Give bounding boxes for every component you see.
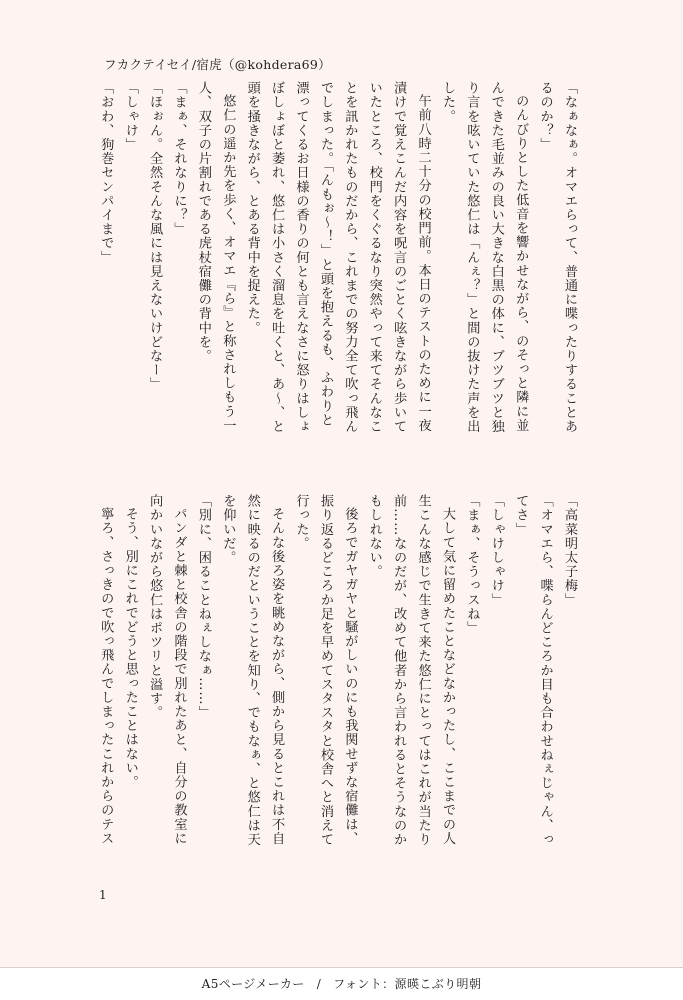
page-number: 1 xyxy=(99,888,107,902)
paragraph xyxy=(288,494,361,884)
paragraph xyxy=(142,81,166,473)
footer-bar xyxy=(0,967,683,1000)
text-line: のんびりとした低音を響かせながら、のそっと隣に並 xyxy=(513,94,529,433)
text-line: そんな後ろ姿を眺めながら、側から見るとこれは不自 xyxy=(269,507,285,846)
paragraph xyxy=(483,494,507,884)
footer-separator: / xyxy=(316,976,322,991)
text-line: 「別に、困ることねぇしなぁ……」 xyxy=(195,494,211,720)
text-line: 午前八時二十分の校門前。本日のテストのために一夜 xyxy=(415,94,431,433)
text-line: を仰いだ。 xyxy=(220,494,236,565)
text-line: 行った。 xyxy=(293,494,309,551)
paragraph xyxy=(532,81,581,473)
text-line: 人、双子の片割れである虎杖宿儺の背中を。 xyxy=(195,81,211,363)
paragraph xyxy=(166,81,190,473)
footer-app-name: A5ページメーカー xyxy=(201,977,305,991)
text-line: んできた毛並みの良い大きな白黒の体に、ブツブツと独 xyxy=(488,81,504,434)
text-line: 「しゃけ」 xyxy=(122,81,138,152)
text-line: した。 xyxy=(439,81,455,124)
paragraph xyxy=(142,494,191,884)
text-line: もしれない。 xyxy=(366,494,382,579)
paragraph xyxy=(93,81,117,473)
paragraph xyxy=(93,494,117,884)
text-line: 前……なのだが、改めて他者から言われるとそうなのか xyxy=(391,494,407,847)
paragraph xyxy=(215,494,288,884)
paragraph xyxy=(239,81,434,473)
text-line: 頭を掻きながら、とある背中を捉えた。 xyxy=(244,81,260,335)
text-line: 生こんな感じで生きて来た悠仁にとってはこれが当たり xyxy=(415,494,431,847)
text-line: 後ろでガヤガヤと騒がしいのにも我関せずな宿儺は、 xyxy=(342,507,358,846)
text-line: パンダと棘と校舎の階段で別れたあと、自分の教室に xyxy=(171,507,187,846)
text-line: 「オマエら、喋らんどころか目も合わせねぇじゃん、っ xyxy=(537,494,553,847)
paragraph xyxy=(117,494,141,884)
text-line: 大して気に留めたことなどなかったし、ここまでの人 xyxy=(439,507,455,846)
paragraph xyxy=(191,81,240,473)
text-line: でしまった。「んもぉ～！」と頭を抱えるも、ふわりと xyxy=(317,81,333,427)
text-line: 振り返るどころか足を早めてスタスタと校舎へと消えて xyxy=(317,494,333,847)
paragraph xyxy=(508,494,557,884)
text-line: 漂ってくるお日様の香りの何とも言えなさに怒りはしょ xyxy=(293,81,309,434)
text-line: 向かいながら悠仁はポツリと溢す。 xyxy=(147,494,163,720)
text-line: とを訊かれたものだから、これまでの努力全て吹っ飛ん xyxy=(342,81,358,434)
page-header: フカクテイセイ/宿虎（@kohdera69） xyxy=(104,57,331,72)
text-block-upper xyxy=(93,81,581,473)
paragraph xyxy=(117,81,141,473)
footer-font-name: フォント：源暎こぶり明朝 xyxy=(333,977,482,991)
paragraph xyxy=(557,494,581,884)
text-line: 寧ろ、さっきので吹っ飛んでしまったこれからのテス xyxy=(98,507,114,846)
paragraph xyxy=(459,494,483,884)
text-line: 「しゃけしゃけ」 xyxy=(488,494,504,607)
text-line: 「おわ、狗巻センパイまで」 xyxy=(98,81,114,265)
text-line: 「まぁ、そうっスね」 xyxy=(464,494,480,635)
text-line: 「なぁなぁ。オマエらって、普通に喋ったりすることあ xyxy=(562,81,577,434)
text-line: てさ」 xyxy=(513,494,529,537)
text-line: 「ほぉん。全然そんな風には見えないけどなー」 xyxy=(147,81,163,392)
paragraph xyxy=(361,494,459,884)
text-line: 「まぁ、それなりに？」 xyxy=(171,81,187,237)
text-line: 「高菜明太子梅」 xyxy=(562,494,577,607)
paragraph xyxy=(435,81,533,473)
text-line: ぼしょぼと萎れ、悠仁は小さく溜息を吐くと、あ～、と xyxy=(269,81,285,434)
text-line: 然に映るのだということを知り、でもなぁ、と悠仁は天 xyxy=(244,494,260,847)
text-line: るのか？」 xyxy=(537,81,553,152)
text-line: り言を呟いていた悠仁は「んぇ？」と間の抜けた声を出 xyxy=(464,81,480,434)
text-line: そう、別にこれでどうと思ったことはない。 xyxy=(122,507,138,790)
text-line: 漬けで覚えこんだ内容を呪言のごとく呟きながら歩いて xyxy=(391,81,407,434)
text-line: 悠仁の遥か先を歩く、オマエ『ら』と称されしもう一 xyxy=(220,94,236,433)
text-block-lower xyxy=(93,494,581,884)
paragraph xyxy=(191,494,215,884)
text-line: いたところ、校門をくぐるなり突然やって来てそんなこ xyxy=(366,81,382,434)
